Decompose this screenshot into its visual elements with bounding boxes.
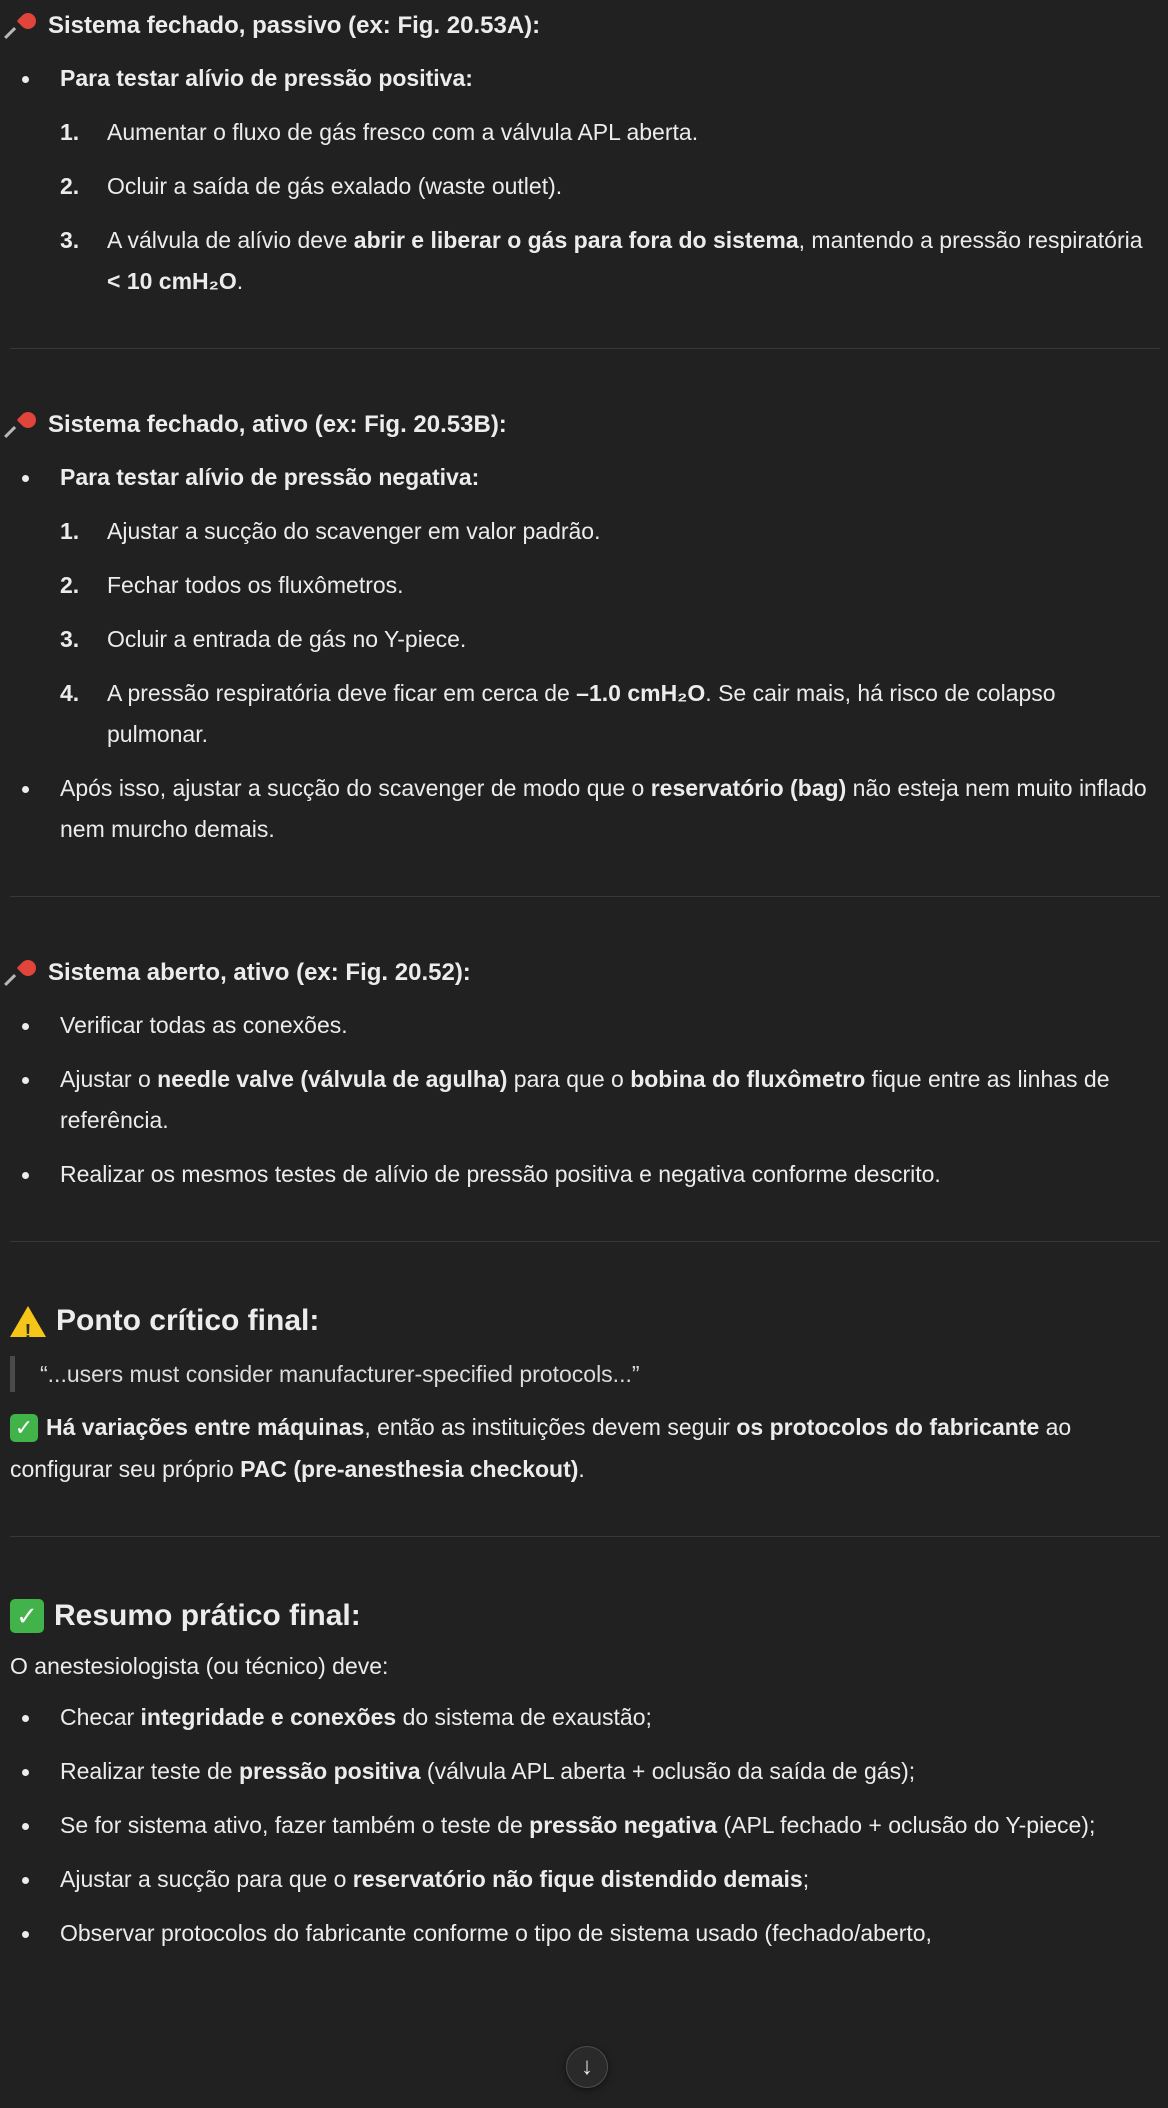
- list-item: 3. A válvula de alívio deve abrir e liberar o gás para fora do sistema, mantendo a pressão respiratória < 10 cmH₂O.: [60, 227, 1143, 294]
- warning-icon: [10, 1304, 46, 1338]
- list-item: Checar integridade e conexões do sistema de exaustão;: [10, 1697, 1160, 1738]
- list-item: Após isso, ajustar a sucção do scavenger de modo que o reservatório (bag) não esteja nem muito inflado nem murcho demais.: [10, 768, 1160, 850]
- check-mark-icon: ✓: [10, 1414, 38, 1442]
- section-open-active-list: [10, 1005, 1160, 1195]
- summary-intro: O anestesiologista (ou técnico) deve:: [10, 1653, 389, 1679]
- section-closed-active-after: [10, 768, 1160, 850]
- section-closed-passive-list: [10, 58, 1160, 99]
- numbered-steps: [10, 511, 1160, 755]
- section-open-active-title: Sistema aberto, ativo (ex: Fig. 20.52):: [10, 955, 1160, 991]
- summary-list: [10, 1697, 1160, 1954]
- section-closed-passive-title: Sistema fechado, passivo (ex: Fig. 20.53A):: [10, 8, 1160, 44]
- critical-paragraph: ✓ Há variações entre máquinas, então as instituições devem seguir os protocolos do fabricante ao configurar seu próprio PAC (pre-anesthesia checkout).: [10, 1414, 1072, 1482]
- list-item: Ajustar a sucção para que o reservatório não fique distendido demais;: [10, 1859, 1160, 1900]
- list-item: 3. Ocluir a entrada de gás no Y-piece.: [60, 626, 467, 652]
- list-item: Para testar alívio de pressão positiva:: [10, 58, 1160, 99]
- check-mark-icon: ✓: [10, 1599, 44, 1633]
- numbered-steps: [10, 112, 1160, 302]
- section-closed-active-list: [10, 457, 1160, 498]
- list-item: Se for sistema ativo, fazer também o teste de pressão negativa (APL fechado + oclusão do Y-piece);: [10, 1805, 1160, 1846]
- list-item: Observar protocolos do fabricante conforme o tipo de sistema usado (fechado/aberto,: [10, 1913, 1160, 1954]
- list-item: 4. A pressão respiratória deve ficar em cerca de –1.0 cmH₂O. Se cair mais, há risco de colapso pulmonar.: [60, 680, 1056, 747]
- list-item: Realizar os mesmos testes de alívio de pressão positiva e negativa conforme descrito.: [10, 1154, 1160, 1195]
- list-item: 2. Ocluir a saída de gás exalado (waste outlet).: [60, 173, 563, 199]
- list-item: Para testar alívio de pressão negativa:: [10, 457, 1160, 498]
- pushpin-icon: [10, 11, 40, 41]
- pushpin-icon: [10, 410, 40, 440]
- scroll-to-bottom-button[interactable]: [566, 2046, 608, 2088]
- list-item: 1. Ajustar a sucção do scavenger em valor padrão.: [60, 518, 601, 544]
- list-item: Ajustar o needle valve (válvula de agulha) para que o bobina do fluxômetro fique entre as linhas de referência.: [10, 1059, 1160, 1141]
- arrow-down-icon: ↓: [581, 2053, 593, 2080]
- section-summary-title: ✓ Resumo prático final:: [10, 1595, 1160, 1637]
- list-item: Realizar teste de pressão positiva (válvula APL aberta + oclusão da saída de gás);: [10, 1751, 1160, 1792]
- section-critical-title: ! Ponto crítico final:: [10, 1300, 1160, 1342]
- pushpin-icon: [10, 958, 40, 988]
- list-item: 1. Aumentar o fluxo de gás fresco com a válvula APL aberta.: [60, 119, 699, 145]
- list-item: 2. Fechar todos os fluxômetros.: [60, 572, 404, 598]
- blockquote: “...users must consider manufacturer-specified protocols...”: [10, 1356, 1160, 1392]
- list-item: Verificar todas as conexões.: [10, 1005, 1160, 1046]
- section-closed-active-title: Sistema fechado, ativo (ex: Fig. 20.53B):: [10, 407, 1160, 443]
